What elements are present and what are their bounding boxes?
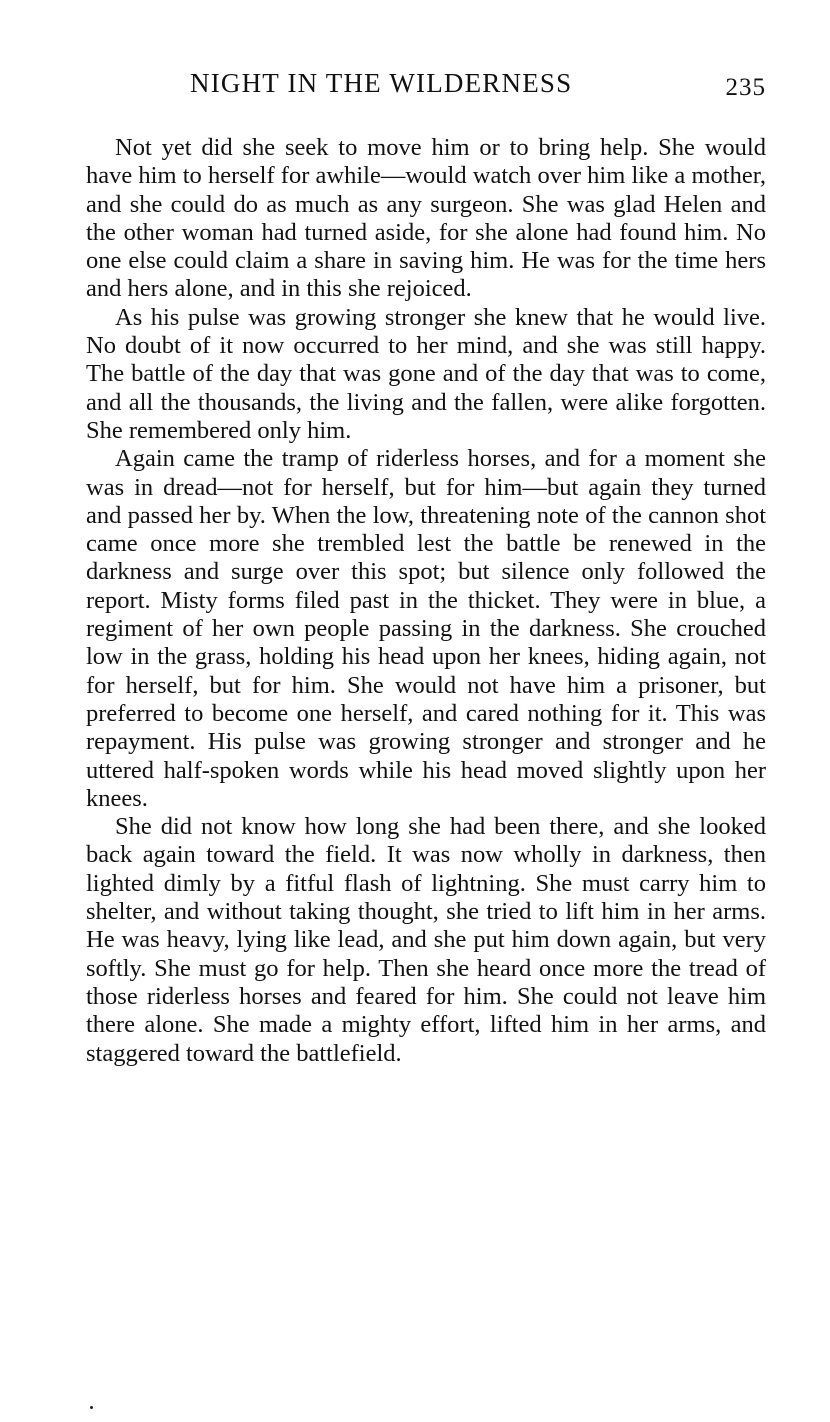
running-header — [86, 64, 766, 104]
paragraph: Not yet did she seek to move him or to bring help. She would have him to herself for awhile—would watch over him like a mother, and she could do as much as any surgeon. She was glad Helen and the other woman had turned aside, for she alone had found him. No one else could claim a share in saving him. He was for the time hers and hers alone, and in this she rejoiced. — [86, 134, 766, 303]
paragraph: Again came the tramp of riderless horses, and for a moment she was in dread—not for herself, but for him—but again they turned and passed her by. When the low, threatening note of the cannon shot came once more she trembled lest the battle be renewed in the darkness and surge over this spot; but silence only followed the report. Misty forms filed past in the thicket. They were in blue, a regiment of her own people passing in the darkness. She crouched low in the grass, holding his head upon her knees, hiding again, not for herself, but for him. She would not have him a prisoner, but preferred to become one herself, and cared nothing for it. This was repayment. His pulse was growing stronger and stronger and he uttered half-spoken words while his head moved slightly upon her knees. — [86, 445, 766, 812]
paragraph: She did not know how long she had been there, and she looked back again toward the field. It was now wholly in darkness, then lighted dimly by a fitful flash of lightning. She must carry him to shelter, and without taking thought, she tried to lift him in her arms. He was heavy, lying like lead, and she put him down again, but very softly. She must go for help. Then she heard once more the tread of those riderless horses and feared for him. She could not leave him there alone. She made a mighty effort, lifted him in her arms, and staggered toward the battlefield. — [86, 813, 766, 1067]
page-number: 235 — [725, 74, 766, 101]
running-title: NIGHT IN THE WILDERNESS — [190, 68, 573, 98]
paragraph: As his pulse was growing stronger she knew that he would live. No doubt of it now occurred to her mind, and she was still happy. The battle of the day that was gone and of the day that was to come, and all the thousands, the living and the fallen, were alike forgotten. She remembered only him. — [86, 303, 766, 444]
print-speck — [90, 1406, 93, 1409]
page-content — [86, 64, 766, 1068]
body-text — [86, 134, 766, 1068]
